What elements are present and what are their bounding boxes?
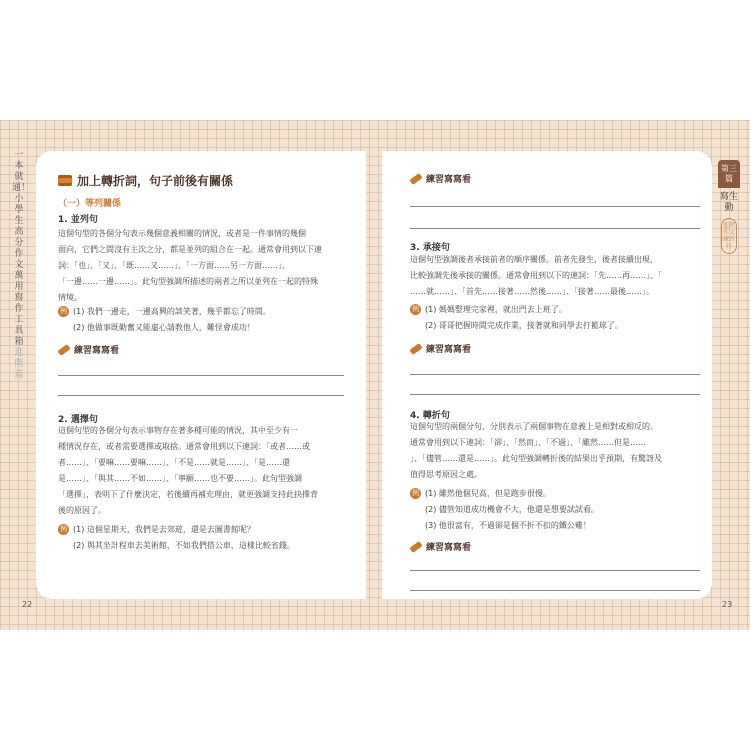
example-line: (1) 雖然他個兒高，但是跑步很慢。 (425, 489, 551, 498)
pencil-icon (57, 344, 70, 356)
para-line: 」、「儘管……還是……」。此句型強調轉折後的結果出乎預期，有驚訝及 (410, 454, 662, 463)
para-line: 者……」、「要嘛……要嘛……」、「不是……就是……」、「是……還 (58, 458, 290, 467)
para-line: 是……」、「與其……不如……」、「寧願……也不要……」。此句型強調 (58, 474, 302, 483)
chapter-name: 寫生動 (719, 192, 738, 213)
examples-4 (410, 486, 704, 534)
practice-text: 練習寫寫看 (74, 346, 120, 356)
section-title-text: 加上轉折詞，句子前後有關係 (77, 174, 234, 188)
practice-label-2 (410, 342, 471, 355)
example-line: (1) 媽媽整理完家裡，就出門去上班了。 (425, 305, 567, 314)
example-line: (2) 他做事既勤奮又能虛心請教他人，難怪會成功！ (73, 323, 255, 332)
item-heading-1: 1. 並列句 (58, 215, 98, 225)
para-line: 「選擇」，表明下了什麼決定，若後續再補充理由，就更強調支持此抉擇背 (58, 490, 318, 499)
writing-line (410, 228, 700, 229)
para-line: 通常會用到以下連詞：「卻」、「然而」、「不過」、「雖然……但是…… (410, 438, 646, 447)
para-line: 這個句型的各個分句表示事物存在著多種可能的情況，其中至少有一 (58, 426, 298, 435)
page-number-left: 22 (22, 600, 33, 609)
practice-label-1 (58, 343, 119, 356)
para-line: ……就……」、「首先……接著……然後……」、「接著……最後……」。 (410, 287, 654, 296)
practice-text: 練習寫寫看 (426, 345, 472, 355)
para-line: 「一邊……一邊……」。此句型強調所描述的兩者之所以並列在一起的特殊 (58, 277, 318, 286)
item-heading-4: 4. 轉折句 (410, 411, 450, 421)
practice-text: 練習寫寫看 (426, 543, 472, 553)
practice-text: 練習寫寫看 (426, 175, 472, 185)
example-line: (3) 他很富有，不過卻是個不折不扣的鐵公雞！ (425, 521, 591, 530)
writing-line (410, 394, 700, 395)
chapter-tag: 進階作文練習行 (721, 218, 737, 254)
writing-line (410, 570, 700, 571)
para-line: 這個句型強調後者承接前者的順序關係。前者先發生，後者接續出現， (410, 255, 658, 264)
paragraph-1 (58, 226, 348, 306)
para-line: 這個句型的各個分句表示幾個意義相關的情況，或者是一件事情的幾個 (58, 229, 306, 238)
section-title (58, 172, 233, 189)
paragraph-3 (410, 252, 704, 300)
chapter-tab (718, 160, 740, 290)
book-title-text: 一本就通！小學生高分作文萬用寫作工具箱 (12, 150, 31, 347)
pencil-icon (409, 541, 422, 553)
example-line: (2) 與其坐計程車去美術館，不如我們搭公車，這樣比較省錢。 (73, 541, 295, 550)
page-number-right: 23 (722, 600, 733, 609)
category-heading: （一）等列關係 (58, 199, 122, 209)
example-line: (2) 儘管知道成功機會不大，他還是想要試試看。 (425, 505, 599, 514)
example-badge-icon: 例 (60, 307, 67, 315)
example-badge-icon: 例 (412, 489, 419, 497)
para-line: 這個句型的兩個分句，分別表示了兩個事物在意義上是相對或相反的。 (410, 422, 658, 431)
example-badge-icon: 例 (60, 525, 67, 533)
example-badge-icon: 例 (412, 305, 419, 313)
writing-line (58, 375, 344, 376)
paragraph-4 (410, 419, 704, 483)
book-side-title (12, 150, 31, 381)
writing-line (410, 590, 700, 591)
item-heading-3: 3. 承接句 (410, 243, 450, 253)
para-line: 值得思考原因之處。 (410, 470, 482, 479)
example-line: (2) 哥哥把握時間完成作業，接著就和同學去打籃球了。 (425, 321, 623, 330)
writing-line (58, 395, 344, 396)
pencil-icon (409, 173, 422, 185)
para-line: 比較強調先後承接的關係。通常會用到以下的連詞：「先……再……」、「 (410, 271, 662, 280)
title-icon (58, 175, 72, 186)
chapter-section-label: 第三篇 (718, 160, 740, 188)
book-title-sub: 進階篇 (14, 348, 24, 380)
writing-line (410, 374, 700, 375)
writing-line (410, 206, 700, 207)
item-heading-2: 2. 選擇句 (58, 415, 98, 425)
practice-label-top (410, 172, 471, 185)
para-line: 後的原因了。 (58, 506, 106, 515)
practice-label-3 (410, 540, 471, 553)
example-line: (1) 這個星期天，我們是去郊遊，還是去圖書館呢？ (73, 525, 255, 534)
para-line: 種情況存在，或者需要選擇或取捨。通常會用到以下連詞：「或者……或 (58, 442, 310, 451)
examples-1 (58, 304, 348, 336)
para-line: 情境。 (58, 293, 82, 302)
example-line: (1) 我們一邊走，一邊高興的談笑著，幾乎都忘了時間。 (73, 307, 271, 316)
paragraph-2 (58, 423, 348, 519)
pencil-icon (409, 343, 422, 355)
examples-3 (410, 302, 704, 334)
para-line: 面向，它們之間沒有主次之分，都是並列的組合在一起。通常會用到以下連 (58, 245, 322, 254)
examples-2 (58, 522, 348, 554)
para-line: 詞：「也」、「又」、「既……又……」、「一方面……另一方面……」、 (58, 261, 290, 270)
